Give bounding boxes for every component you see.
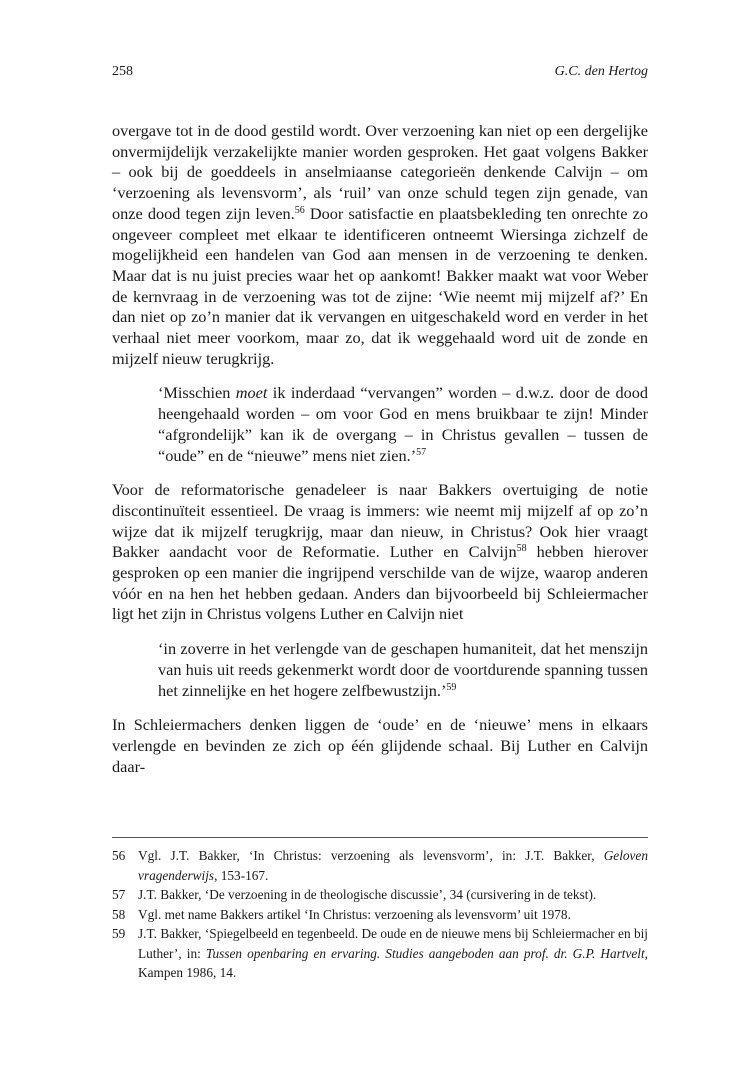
footnote-text: [138, 926, 648, 980]
footnote-ref-59: 59: [446, 681, 457, 693]
footnote-title: Tussen openbaring en ervaring. Studies aangeboden aan prof. dr. G.P. Hartvelt: [205, 945, 645, 961]
paragraph-text: overgave tot in de dood gestild wordt. Over verzoening kan niet op een dergelijke onvermijdelijk verzakelijkte manier worden gesproken. Het gaat volgens Bakker – ook bij de goeddeels in anselmiaanse categorieën denkende Calvijn – om ‘verzoening als levensvorm’, als ‘ruil’ van onze schuld tegen zijn genade, van onze dood tegen zijn leven.: [112, 121, 648, 223]
footnote-number: 56: [112, 848, 126, 863]
footnote-divider: [112, 837, 648, 838]
quote-text: ‘in zoverre in het verlengde van de geschapen humaniteit, dat het menszijn van huis uit reeds gekenmerkt wordt door de voortdurende spanning tussen het zinnelijke en het hogere zelfbewustzijn.’: [158, 639, 648, 700]
block-quote-1: [158, 383, 648, 466]
footnote-title: Geloven vragenderwijs: [138, 848, 648, 883]
paragraph-text: Voor de reformatorische genadeleer is naar Bakkers overtuiging de notie discontinuïteit essentieel. De vraag is immers: wie neemt mij mijzelf af op zo’n wijze dat ik mijzelf terugkrijg, maar dan nieuw, in Christus? Ook hier vraagt Bakker aandacht voor de Reformatie. Luther en Calvijn: [112, 480, 648, 562]
footnote-text-part: , Kampen 1986, 14.: [138, 945, 648, 980]
paragraph-2: [112, 480, 648, 625]
quote-emphasis: moet: [235, 383, 268, 403]
footnote-ref-56: 56: [294, 204, 305, 216]
footnote-ref-58: 58: [516, 543, 527, 555]
footnote-ref-57: 57: [416, 446, 427, 458]
page-header: [112, 64, 648, 84]
footnotes: [112, 846, 648, 983]
footnote-number: 57: [112, 887, 126, 902]
running-head: G.C. den Hertog: [554, 64, 648, 79]
body-text: [112, 121, 648, 777]
paragraph-text: In Schleiermachers denken liggen de ‘oude’ en de ‘nieuwe’ mens in elkaars verlengde en bevinden ze zich op één glijdende schaal. Bij Luther en Calvijn daar-: [112, 715, 648, 776]
footnote-56: [112, 846, 648, 885]
paragraph-1: [112, 121, 648, 369]
footnote-59: [112, 924, 648, 983]
block-quote-2: [158, 639, 648, 701]
footnote-text: [138, 848, 648, 883]
footnote-number: 59: [112, 926, 126, 941]
footnote-text-part: , 153-167.: [214, 867, 269, 883]
paragraph-text: hebben hierover gesproken op een manier die ingrijpend verschilde van de wijze, waarop anderen vóór en na hen het hebben gedaan. Anders dan bijvoorbeeld bij Schleiermacher ligt het zijn in Christus volgens Luther en Calvijn niet: [112, 542, 648, 624]
footnote-57: [112, 885, 648, 905]
footnote-58: [112, 905, 648, 925]
quote-text: ‘Misschien: [158, 383, 236, 403]
footnote-text: J.T. Bakker, ‘De verzoening in de theologische discussie’, 34 (cursivering in de tekst).: [138, 887, 597, 902]
quote-text: ik inderdaad “vervangen” worden – d.w.z. door de dood heengehaald worden – om voor God en mens bruikbaar te zijn! Minder “afgrondelijk” kan ik de overgang – in Christus gevallen – tussen de “oude” en de “nieuwe” mens niet zien.’: [158, 383, 649, 465]
paragraph-3: [112, 715, 648, 777]
footnote-text: Vgl. met name Bakkers artikel ‘In Christus: verzoening als levensvorm’ uit 1978.: [138, 906, 571, 922]
paragraph-text: Door satisfactie en plaatsbekleding ten onrechte zo ongeveer compleet met elkaar te identificeren ontneemt Wiersinga zichzelf de mogelijkheid een handelen van God aan mensen in de verzoening te denken. Maar dat is nu juist precies waar het op aankomt! Bakker maakt wat voor Weber de kernvraag in de verzoening was tot de zijne: ‘Wie neemt mij mijzelf af?’ En dan niet op zo’n manier dat ik vervangen en uitgeschakeld word en verder in het verhaal niet meer voorkom, maar zo, dat ik weggehaald word uit de zonde en mijzelf nieuw terugkrijg.: [112, 203, 648, 368]
footnote-number: 58: [112, 906, 126, 922]
footnote-text-part: J.T. Bakker, ‘Spiegelbeeld en tegenbeeld. De oude en de nieuwe mens bij Schleiermacher en bij Luther’, in:: [138, 926, 648, 961]
footnote-text-part: Vgl. J.T. Bakker, ‘In Christus: verzoening als levensvorm’, in: J.T. Bakker,: [138, 848, 604, 863]
page-number: 258: [112, 64, 133, 79]
